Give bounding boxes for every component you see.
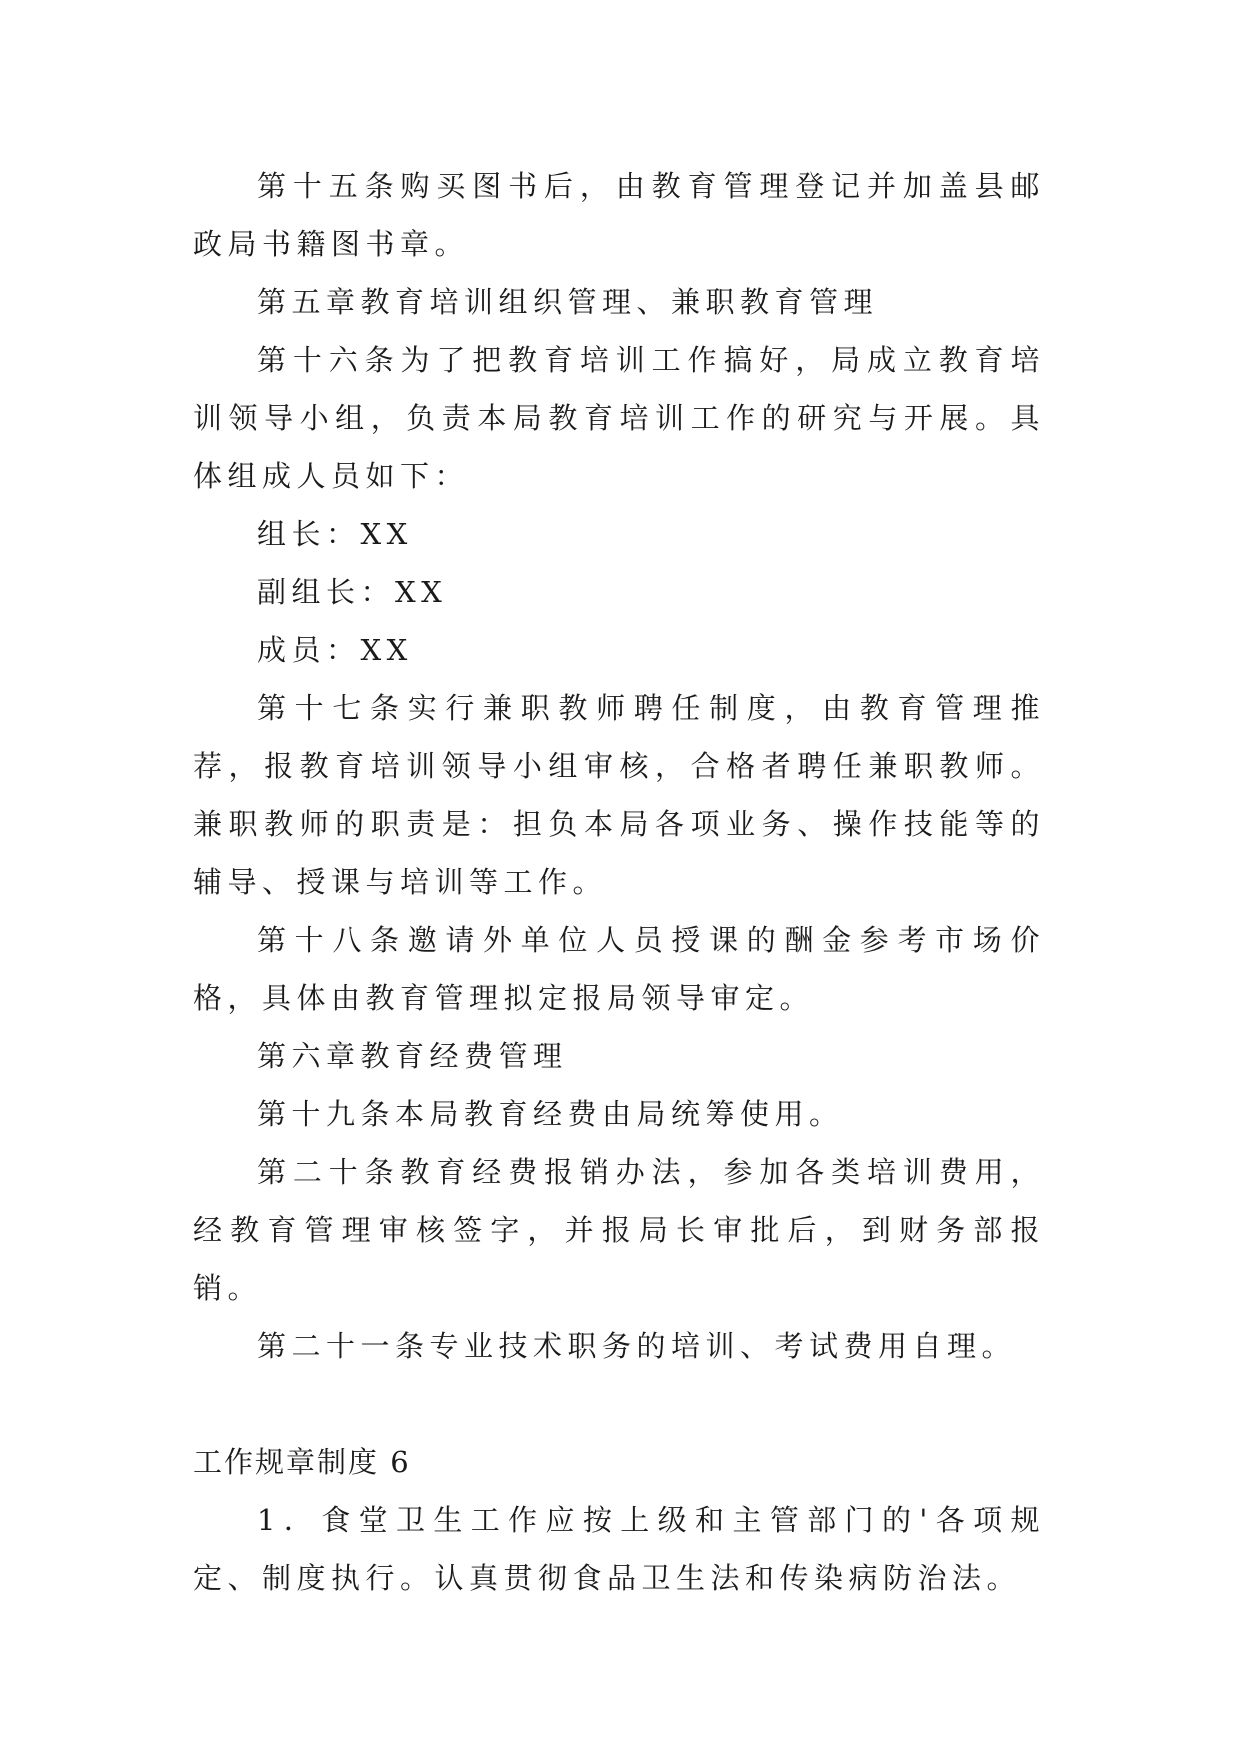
article-21: 第二十一条专业技术职务的培训、考试费用自理。 bbox=[257, 1329, 1017, 1363]
document-body bbox=[193, 157, 1045, 1607]
chapter-5-heading: 第五章教育培训组织管理、兼职教育管理 bbox=[257, 285, 879, 319]
article-20: 第二十条教育经费报销办法，参加各类培训费用，经教育管理审核签字，并报局长审批后，到财务部报销。 bbox=[193, 1155, 1045, 1305]
canteen-rule-1: 1．食堂卫生工作应按上级和主管部门的'各项规定、制度执行。认真贯彻食品卫生法和传染病防治法。 bbox=[193, 1503, 1045, 1595]
article-15: 第十五条购买图书后，由教育管理登记并加盖县邮政局书籍图书章。 bbox=[193, 169, 1045, 261]
article-17: 第十七条实行兼职教师聘任制度，由教育管理推荐，报教育培训领导小组审核，合格者聘任兼职教师。兼职教师的职责是：担负本局各项业务、操作技能等的辅导、授课与培训等工作。 bbox=[193, 691, 1045, 899]
section-spacer bbox=[193, 1375, 1045, 1433]
article-19: 第十九条本局教育经费由局统筹使用。 bbox=[257, 1097, 844, 1131]
section-title: 工作规章制度 6 bbox=[193, 1445, 411, 1479]
member-leader: 组长：XX bbox=[257, 517, 413, 551]
member-deputy-leader: 副组长：XX bbox=[257, 575, 448, 609]
chapter-6-heading: 第六章教育经费管理 bbox=[257, 1039, 568, 1073]
member-members: 成员：XX bbox=[257, 633, 413, 667]
article-18: 第十八条邀请外单位人员授课的酬金参考市场价格，具体由教育管理拟定报局领导审定。 bbox=[193, 923, 1045, 1015]
article-16: 第十六条为了把教育培训工作搞好，局成立教育培训领导小组，负责本局教育培训工作的研究与开展。具体组成人员如下： bbox=[193, 343, 1045, 493]
